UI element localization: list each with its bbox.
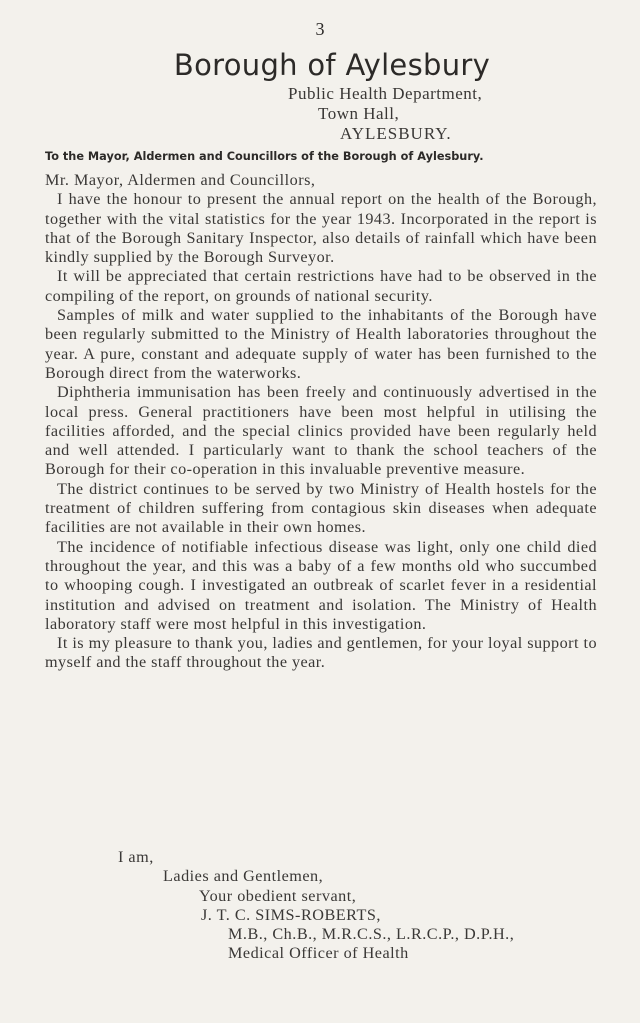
page-number: 3 bbox=[315, 19, 325, 39]
letter-body bbox=[45, 171, 597, 673]
paragraph-diphtheria: Diphtheria immunisation has been freely and continuously advertised in the local press. General practitioners have been most helpful in utilising the facilities afforded, and the special clinics provided have been regularly held and well attended. I particularly want to thank the school teachers of the Borough for their co-operation in this invaluable preventive measure. bbox=[45, 383, 597, 479]
letter-closing bbox=[0, 848, 640, 964]
greeting: Mr. Mayor, Aldermen and Councillors, bbox=[45, 171, 316, 189]
signatory-position: Medical Officer of Health bbox=[228, 944, 409, 963]
paragraph-infectious-disease: The incidence of notifiable infectious disease was light, only one child died throughout the year, and this was a baby of a few months old who succumbed to whooping cough. I investigated an outbreak of scarlet fever in a residential institution and advised on treatment and isolation. The Ministry of Health laboratory staff were most helpful in this investigation. bbox=[45, 537, 597, 633]
document-title: Borough of Aylesbury bbox=[173, 48, 491, 82]
closing-i-am: I am, bbox=[118, 848, 154, 866]
paragraph-milk-water: Samples of milk and water supplied to the inhabitants of the Borough have been regularly submitted to the Ministry of Health laboratories throughout the year. A pure, constant and adequate supply of water has been furnished to the Borough direct from the waterworks. bbox=[45, 306, 597, 382]
paragraph-report-intro: I have the honour to present the annual report on the health of the Borough, together with the vital statistics for the year 1943. Incorporated in the report is that of the Borough Sanitary Inspector, also details of rainfall which have been kindly supplied by the Borough Surveyor. bbox=[45, 190, 597, 267]
paragraph-thanks: It is my pleasure to thank you, ladies and gentlemen, for your loyal support to myself and the staff throughout the year. bbox=[45, 634, 597, 672]
closing-salutation: Ladies and Gentlemen, bbox=[163, 867, 324, 886]
closing-servant: Your obedient servant, bbox=[199, 886, 357, 905]
addressee-line: To the Mayor, Aldermen and Councillors of the Borough of Aylesbury. bbox=[45, 150, 484, 163]
paragraph-restrictions: It will be appreciated that certain restrictions have had to be observed in the compiling of the report, on grounds of national security. bbox=[45, 267, 597, 305]
signatory-qualifications: M.B., Ch.B., M.R.C.S., L.R.C.P., D.P.H., bbox=[228, 925, 515, 944]
signatory-name: J. T. C. SIMS-ROBERTS, bbox=[201, 905, 381, 924]
address-town: AYLESBURY. bbox=[340, 124, 452, 143]
paragraph-hostels: The district continues to be served by two Ministry of Health hostels for the treatment of children suffering from contagious skin diseases when adequate facilities are not available in their own homes. bbox=[45, 479, 597, 537]
address-building: Town Hall, bbox=[318, 104, 400, 123]
address-department: Public Health Department, bbox=[288, 84, 483, 103]
sender-address bbox=[200, 84, 550, 144]
